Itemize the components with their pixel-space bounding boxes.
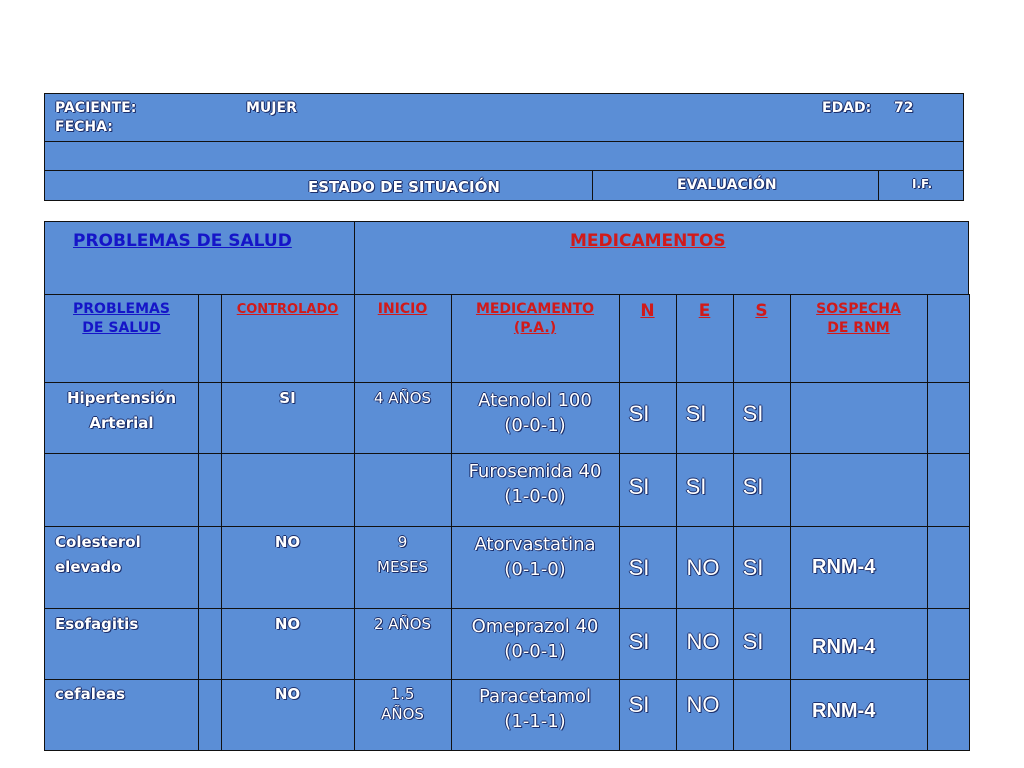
table-cell — [927, 526, 970, 609]
medicamento-line1: Atenolol 100 — [478, 390, 592, 411]
medicamento-line1: Furosemida 40 — [468, 461, 602, 482]
col-header-sospecha — [790, 300, 927, 338]
if-label: I.F. — [912, 177, 933, 191]
inicio-line1: 1.5 — [390, 685, 415, 703]
table-row-2-medicamento — [451, 532, 619, 582]
table-cell — [927, 608, 970, 680]
table-row-0-problema — [44, 386, 199, 436]
inicio-line1: 9 — [397, 533, 408, 551]
table-row-1-e: SI — [685, 474, 707, 499]
col-header-controlado: CONTROLADO — [236, 302, 339, 317]
medicamento-line2: (0-0-1) — [504, 641, 566, 662]
table-cell — [790, 453, 928, 527]
table-cell — [927, 294, 970, 383]
col-header-n: N — [640, 301, 655, 321]
table-row-1-n: SI — [628, 474, 650, 499]
table-row-3-controlado: NO — [274, 615, 301, 633]
table-row-3-rnm: RNM-4 — [812, 636, 876, 658]
col-header-sospecha-line1: SOSPECHA — [816, 301, 901, 317]
table-row-3-s: SI — [742, 629, 764, 654]
table-row-4-controlado: NO — [274, 685, 301, 703]
table-row-4-problema: cefaleas — [55, 685, 126, 703]
table-cell — [44, 453, 199, 527]
paciente-label: PACIENTE: — [55, 100, 137, 116]
table-cell — [927, 679, 970, 751]
table-row-3-e: NO — [686, 629, 720, 654]
paciente-value: MUJER — [246, 100, 297, 116]
edad-label: EDAD: — [822, 100, 872, 116]
table-row-3-medicamento — [451, 614, 619, 664]
table-cell — [927, 382, 970, 454]
table-row-3-n: SI — [628, 629, 650, 654]
table-cell — [221, 453, 355, 527]
medicamentos-section-title: MEDICAMENTOS — [570, 231, 726, 251]
col-header-medicamento-line1: MEDICAMENTO — [475, 301, 595, 317]
table-cell — [790, 382, 928, 454]
problema-line2: elevado — [55, 558, 122, 576]
table-cell — [198, 526, 222, 609]
problemas-section-title: PROBLEMAS DE SALUD — [73, 231, 292, 251]
table-cell — [927, 453, 970, 527]
evaluacion-label: EVALUACIÓN — [677, 177, 777, 193]
table-row-0-inicio: 4 AÑOS — [373, 389, 432, 407]
edad-value: 72 — [894, 100, 914, 116]
col-header-s: S — [755, 301, 768, 321]
table-row-2-problema — [55, 530, 195, 580]
medicamento-line1: Paracetamol — [478, 686, 592, 707]
col-header-problemas-line2: DE SALUD — [82, 320, 161, 336]
table-cell — [198, 453, 222, 527]
col-header-problemas-line1: PROBLEMAS — [73, 301, 170, 317]
table-row-4-n: SI — [628, 692, 650, 717]
table-row-1-s: SI — [742, 474, 764, 499]
table-row-4-rnm: RNM-4 — [812, 700, 876, 722]
medicamento-line1: Omeprazol 40 — [471, 616, 599, 637]
table-cell — [198, 608, 222, 680]
table-row-0-s: SI — [742, 401, 764, 426]
table-row-2-rnm: RNM-4 — [812, 556, 876, 578]
table-row-4-e: NO — [686, 692, 720, 717]
table-row-2-controlado: NO — [274, 533, 301, 551]
table-row-0-e: SI — [685, 401, 707, 426]
fecha-label: FECHA: — [55, 119, 113, 135]
col-header-medicamento-line2: (P.A.) — [513, 320, 557, 336]
table-row-0-controlado: SI — [279, 389, 296, 407]
blank-row-cell — [44, 141, 964, 171]
table-cell — [198, 679, 222, 751]
medicamento-line1: Atorvastatina — [474, 534, 596, 555]
problema-line1: Colesterol — [55, 533, 141, 551]
col-header-sospecha-line2: DE RNM — [827, 320, 890, 336]
inicio-line2: MESES — [377, 558, 428, 576]
table-row-1-medicamento — [451, 459, 619, 509]
table-row-0-n: SI — [628, 401, 650, 426]
inicio-line2: AÑOS — [381, 705, 424, 723]
problema-line2: Arterial — [89, 414, 154, 432]
table-cell — [198, 382, 222, 454]
table-row-2-s: SI — [742, 555, 764, 580]
table-cell — [198, 294, 222, 383]
estado-label: ESTADO DE SITUACIÓN — [308, 178, 500, 196]
col-header-e: E — [698, 301, 711, 321]
table-row-2-inicio — [354, 530, 451, 580]
medicamento-line2: (1-0-0) — [504, 486, 566, 507]
problema-line1: Hipertensión — [66, 389, 177, 407]
table-cell — [733, 679, 791, 751]
table-row-3-problema: Esofagitis — [55, 615, 139, 633]
table-row-0-medicamento — [451, 388, 619, 438]
table-row-4-medicamento — [451, 684, 619, 734]
table-row-3-inicio: 2 AÑOS — [373, 615, 432, 633]
medicamento-line2: (1-1-1) — [504, 711, 566, 732]
table-row-4-inicio — [354, 684, 451, 724]
medicamento-line2: (0-0-1) — [504, 415, 566, 436]
col-header-problemas — [44, 300, 199, 338]
col-header-inicio: INICIO — [377, 301, 428, 317]
col-header-medicamento — [451, 300, 619, 338]
medicamento-line2: (0-1-0) — [504, 559, 566, 580]
table-row-2-n: SI — [628, 555, 650, 580]
table-cell — [354, 453, 452, 527]
table-row-2-e: NO — [686, 555, 720, 580]
